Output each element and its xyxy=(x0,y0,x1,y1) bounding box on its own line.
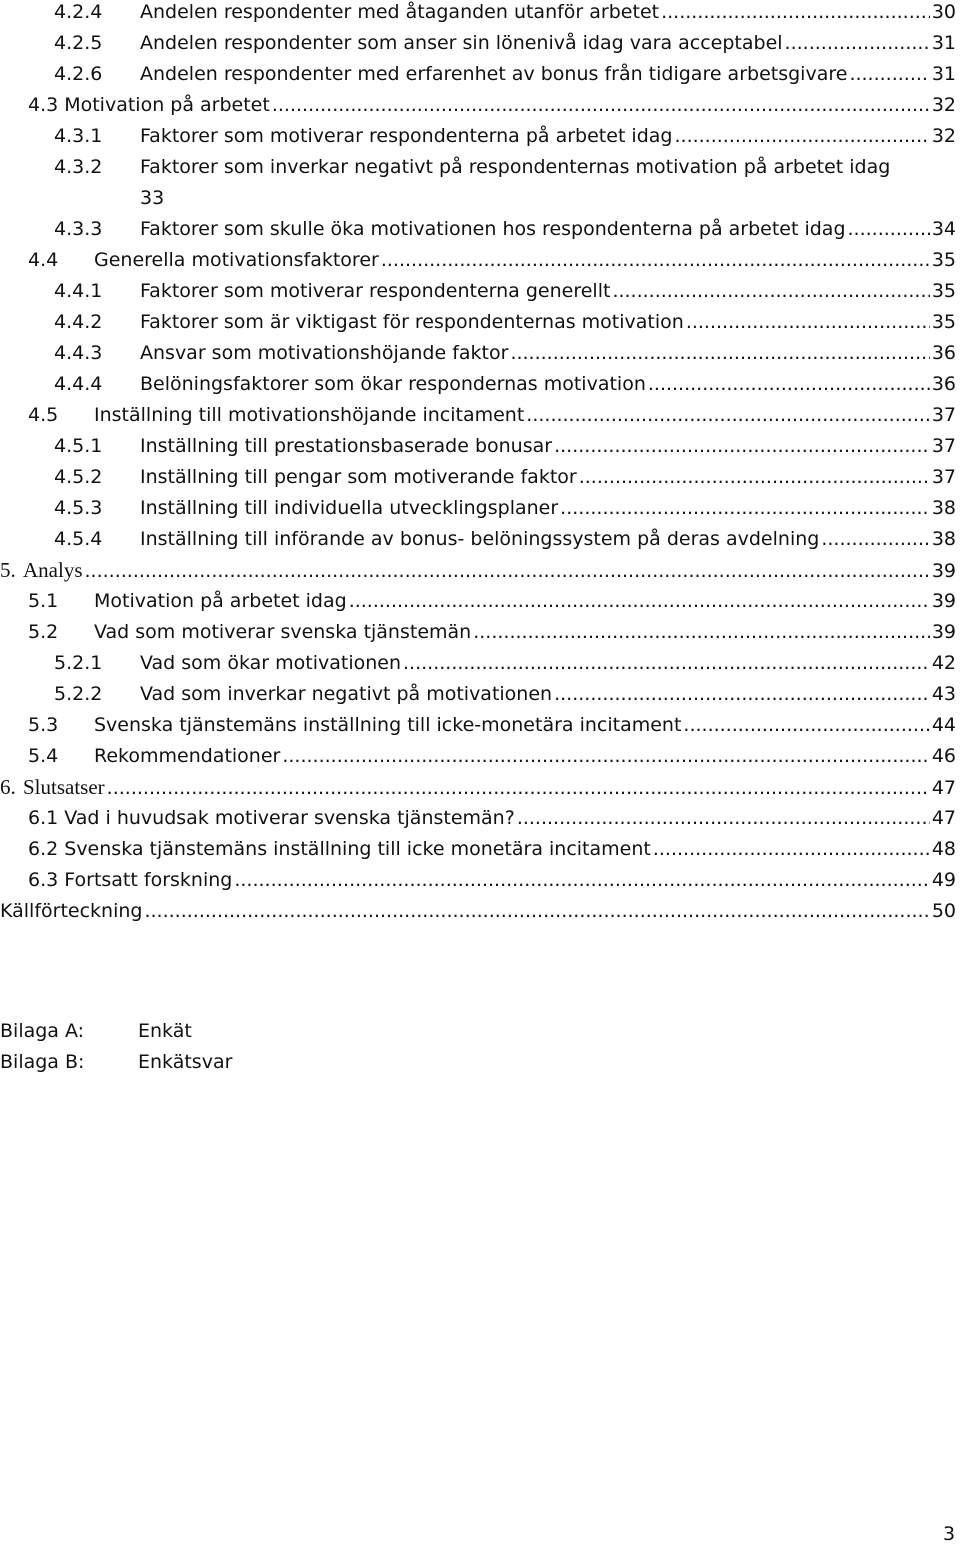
toc-entry[interactable] xyxy=(28,617,956,648)
toc-entry-title: Motivation på arbetet xyxy=(64,94,270,116)
toc-entry-page: 38 xyxy=(931,497,956,519)
toc-leader-dots xyxy=(848,214,930,245)
toc-entry-number: 4.3.3 xyxy=(54,218,103,240)
toc-entry-title: Faktorer som skulle öka motivationen hos respondenterna på arbetet idag xyxy=(140,218,846,240)
toc-entry-page: 35 xyxy=(931,249,956,271)
toc-leader-dots xyxy=(648,369,930,400)
toc-leader-dots xyxy=(473,617,930,648)
toc-entry-number: 4.3.2 xyxy=(54,156,103,178)
toc-leader-dots xyxy=(381,245,930,276)
toc-entry-page: 39 xyxy=(931,590,956,612)
toc-leader-dots xyxy=(849,59,929,90)
toc-leader-dots xyxy=(653,834,930,865)
toc-leader-dots xyxy=(234,865,929,896)
toc-entry-page: 32 xyxy=(931,125,956,147)
toc-entry[interactable] xyxy=(54,0,956,28)
toc-entry[interactable] xyxy=(28,834,956,865)
toc-entry-title: Inställning till införande av bonus- belöningssystem på deras avdelning xyxy=(140,528,820,550)
toc-entry[interactable] xyxy=(28,245,956,276)
toc-entry-title: Ansvar som motivationshöjande faktor xyxy=(140,342,509,364)
toc-entry-page: 31 xyxy=(931,63,956,85)
toc-entry-title: Belöningsfaktorer som ökar respondernas motivation xyxy=(140,373,646,395)
page-number: 3 xyxy=(943,1523,956,1545)
toc-entry-title: Analys xyxy=(23,558,83,582)
appendix-label: Bilaga B: xyxy=(0,1051,85,1073)
toc-entry-number: 4.5.3 xyxy=(54,497,103,519)
toc-entry-page: 38 xyxy=(931,528,956,550)
toc-entry[interactable] xyxy=(28,803,956,834)
toc-entry[interactable] xyxy=(54,28,956,59)
toc-entry-title: Faktorer som motiverar respondenterna på arbetet idag xyxy=(140,125,673,147)
toc-entry[interactable] xyxy=(54,524,956,555)
toc-entry-number: 5.2.2 xyxy=(54,683,103,705)
toc-leader-dots xyxy=(821,524,929,555)
toc-entry-title: Källförteckning xyxy=(0,900,143,922)
toc-entry[interactable] xyxy=(0,896,956,927)
toc-entry-number: 5.1 xyxy=(28,590,59,612)
toc-entry-title: Andelen respondenter med erfarenhet av bonus från tidigare arbetsgivare xyxy=(140,63,848,85)
toc-entry-number: 4.5.1 xyxy=(54,435,103,457)
toc-entry-number: 5.2.1 xyxy=(54,652,103,674)
toc-entry-title: Slutsatser xyxy=(23,775,105,799)
toc-entry-number: 5.3 xyxy=(28,714,59,736)
toc-entry-page: 35 xyxy=(931,280,956,302)
toc-leader-dots xyxy=(560,493,930,524)
toc-entry-page: 39 xyxy=(931,621,956,643)
toc-entry[interactable] xyxy=(54,307,956,338)
toc-leader-dots xyxy=(661,0,930,28)
toc-entry-page: 34 xyxy=(931,218,956,240)
toc-leader-dots xyxy=(612,276,929,307)
toc-entry-page: 50 xyxy=(931,900,956,922)
toc-leader-dots xyxy=(554,431,930,462)
toc-entry[interactable] xyxy=(140,183,956,214)
toc-entry[interactable] xyxy=(28,400,956,431)
toc-entry-title: Inställning till prestationsbaserade bonusar xyxy=(140,435,553,457)
toc-entry[interactable] xyxy=(28,710,956,741)
toc-entry-title: Inställning till pengar som motiverande faktor xyxy=(140,466,577,488)
toc-entry-page: 46 xyxy=(931,745,956,767)
toc-entry-number: 4.5 xyxy=(28,404,59,426)
toc-entry-title: Motivation på arbetet idag xyxy=(94,590,347,612)
toc-entry[interactable] xyxy=(28,586,956,617)
toc-leader-dots xyxy=(686,307,930,338)
toc-leader-dots xyxy=(517,803,930,834)
toc-entry[interactable] xyxy=(54,152,956,183)
toc-entry[interactable] xyxy=(54,214,956,245)
toc-entry-number: 4.4.2 xyxy=(54,311,103,333)
toc-entry[interactable] xyxy=(54,462,956,493)
toc-entry-page: 44 xyxy=(931,714,956,736)
toc-entry-number: 4.3 xyxy=(28,94,59,116)
toc-entry-number: 5.2 xyxy=(28,621,59,643)
toc-entry[interactable] xyxy=(54,369,956,400)
toc-entry-title: Vad som motiverar svenska tjänstemän xyxy=(94,621,472,643)
toc-entry-title: Vad som inverkar negativt på motivationen xyxy=(140,683,553,705)
toc-entry-number: 4.4.3 xyxy=(54,342,103,364)
toc-entry[interactable] xyxy=(54,121,956,152)
toc-entry-page: 43 xyxy=(931,683,956,705)
toc-entry-page: 30 xyxy=(931,1,956,23)
toc-entry-title: Vad som ökar motivationen xyxy=(140,652,401,674)
toc-entry-page: 42 xyxy=(931,652,956,674)
toc-entry-page: 48 xyxy=(931,838,956,860)
toc-entry-title: Andelen respondenter som anser sin lönenivå idag vara acceptabel xyxy=(140,32,783,54)
toc-entry-title: Rekommendationer xyxy=(94,745,281,767)
toc-entry-page: 35 xyxy=(931,311,956,333)
toc-leader-dots xyxy=(554,679,930,710)
toc-entry-number: 4.2.6 xyxy=(54,63,103,85)
toc-entry-title: Faktorer som motiverar respondenterna generellt xyxy=(140,280,611,302)
toc-leader-dots xyxy=(785,28,930,59)
toc-entry[interactable] xyxy=(28,741,956,772)
toc-entry[interactable] xyxy=(54,59,956,90)
toc-entry-number: 4.4 xyxy=(28,249,59,271)
toc-entry[interactable] xyxy=(28,90,956,121)
toc-entry-title: Andelen respondenter med åtaganden utanför arbetet xyxy=(140,1,660,23)
toc-entry-title: Generella motivationsfaktorer xyxy=(94,249,379,271)
toc-leader-dots xyxy=(526,400,930,431)
toc-leader-dots xyxy=(144,896,929,927)
toc-entry-title: 6.3 Fortsatt forskning xyxy=(28,869,233,891)
toc-leader-dots xyxy=(510,338,929,369)
toc-entry[interactable] xyxy=(54,679,956,710)
toc-entry[interactable] xyxy=(0,772,956,803)
toc-entry-page: 32 xyxy=(931,94,956,116)
toc-leader-dots xyxy=(282,741,929,772)
toc-entry[interactable] xyxy=(54,493,956,524)
toc-entry[interactable] xyxy=(0,555,956,586)
toc-entry-title: 33 xyxy=(140,187,165,209)
toc-entry-number: 4.2.4 xyxy=(54,1,103,23)
toc-entry-title: Faktorer som inverkar negativt på respondenternas motivation på arbetet idag xyxy=(140,156,891,178)
toc-leader-dots xyxy=(272,90,930,121)
toc-entry-number: 5.4 xyxy=(28,745,59,767)
toc-entry-page: 39 xyxy=(931,560,956,582)
toc-entry[interactable] xyxy=(54,648,956,679)
toc-leader-dots xyxy=(683,710,929,741)
toc-entry-number: 4.3.1 xyxy=(54,125,103,147)
toc-entry-title: Svenska tjänstemäns inställning till icke-monetära incitament xyxy=(94,714,682,736)
appendix-title: Enkät xyxy=(138,1020,192,1042)
appendix-title: Enkätsvar xyxy=(138,1051,233,1073)
toc-entry-number: 4.2.5 xyxy=(54,32,103,54)
toc-entry-number: 4.4.1 xyxy=(54,280,103,302)
toc-entry-title: Inställning till motivationshöjande incitament xyxy=(94,404,525,426)
toc-entry-page: 37 xyxy=(931,435,956,457)
toc-entry-number: 4.4.4 xyxy=(54,373,103,395)
toc-entry-page: 47 xyxy=(931,807,956,829)
toc-entry-number: 5. xyxy=(0,558,16,582)
toc-entry[interactable] xyxy=(54,276,956,307)
toc-entry-page: 36 xyxy=(931,373,956,395)
toc-entry[interactable] xyxy=(28,865,956,896)
toc-leader-dots xyxy=(349,586,930,617)
toc-leader-dots xyxy=(107,773,930,804)
toc-leader-dots xyxy=(403,648,930,679)
toc-entry-title: 6.1 Vad i huvudsak motiverar svenska tjänstemän? xyxy=(28,807,515,829)
toc-entry-page: 49 xyxy=(931,869,956,891)
toc-leader-dots xyxy=(85,556,930,587)
toc-leader-dots xyxy=(579,462,930,493)
toc-entry-page: 37 xyxy=(931,466,956,488)
toc-entry-page: 47 xyxy=(931,777,956,799)
toc-entry-page: 31 xyxy=(931,32,956,54)
toc-entry-title: 6.2 Svenska tjänstemäns inställning till icke monetära incitament xyxy=(28,838,651,860)
appendix-label: Bilaga A: xyxy=(0,1020,85,1042)
toc-entry-title: Inställning till individuella utvecklingsplaner xyxy=(140,497,559,519)
toc-entry-page: 36 xyxy=(931,342,956,364)
toc-entry-title: Faktorer som är viktigast för respondenternas motivation xyxy=(140,311,684,333)
toc-entry[interactable] xyxy=(54,431,956,462)
toc-entry-page: 37 xyxy=(931,404,956,426)
toc-entry-number: 4.5.4 xyxy=(54,528,103,550)
toc-entry[interactable] xyxy=(54,338,956,369)
toc-entry-number: 4.5.2 xyxy=(54,466,103,488)
toc-leader-dots xyxy=(674,121,929,152)
toc-entry-number: 6. xyxy=(0,775,16,799)
